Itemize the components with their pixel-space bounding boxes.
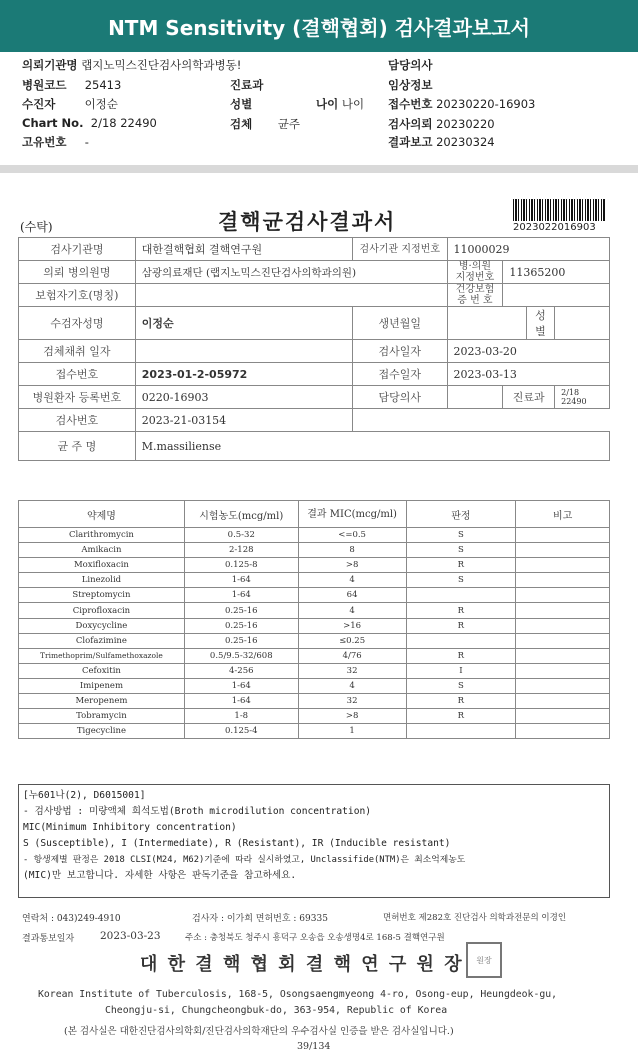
strain-label: 균 주 명 [19,432,136,461]
req-hospital-value: 삼광의료재단 (랩지노믹스진단검사의학과의원) [135,261,447,284]
drug-cell-note [516,663,610,678]
lab-code-value: 11000029 [447,238,610,261]
drug-cell-drug: Doxycycline [19,618,185,633]
health-ins-value [503,284,610,307]
drug-row [19,678,610,693]
drug-row [19,709,610,724]
header-drug: 약제명 [19,501,185,528]
drug-cell-judgment: R [406,603,516,618]
health-ins-label: 건강보험 증 번 호 [447,284,503,307]
drug-cell-conc: 0.5-32 [184,528,298,543]
footer-notice-label: 결과통보일자 [22,934,75,944]
info-specimen: 검체 균주 [230,117,301,131]
drug-cell-judgment: S [406,528,516,543]
lab-code-label: 검사기관 지정번호 [353,238,447,261]
doctor-label: 담당의사 [353,386,447,409]
drug-cell-note [516,724,610,739]
barcode-number: 2023022016903 [513,222,596,233]
drug-cell-conc: 1-64 [184,573,298,588]
patient-value: 이정순 [135,307,352,340]
footer-english-2: Cheongju-si, Chungcheongbuk-do, 363-954, Republic of Korea [105,1005,448,1016]
sex-value [555,307,610,340]
report-header-title: NTM Sensitivity (결핵협회) 검사결과보고서 [108,15,530,40]
test-date-label: 검사일자 [353,340,447,363]
hospital-code-label: 병·의원 지정번호 [447,261,503,284]
report-title: 결핵균검사결과서 [218,209,397,234]
req-hospital-label: 의뢰 병의원명 [19,261,136,284]
lab-value: 대한결핵협회 결핵연구원 [135,238,352,261]
drug-cell-mic: <=0.5 [298,528,406,543]
drug-row [19,633,610,648]
drug-row [19,543,610,558]
receipt-label: 접수번호 [19,363,136,386]
drug-cell-note [516,573,610,588]
drug-cell-note [516,528,610,543]
drug-row [19,558,610,573]
dept-value: 2/18 22490 [555,386,610,409]
info-clinical: 임상정보 [388,78,433,92]
drug-cell-mic: 64 [298,588,406,603]
drug-cell-drug: Clarithromycin [19,528,185,543]
info-sex: 성별 [230,97,253,111]
drug-cell-drug: Streptomycin [19,588,185,603]
drug-cell-drug: Clofazimine [19,633,185,648]
drug-cell-note [516,588,610,603]
info-unique-id: 고유번호 - [22,135,89,149]
info-institution: 의뢰기관명 랩지노믹스진단검사의학과병동! [22,58,242,72]
doctor-value [447,386,503,409]
report-info-table [18,237,610,461]
drug-row [19,663,610,678]
drug-cell-judgment: R [406,648,516,663]
collect-date-value [135,340,352,363]
reg-no-value: 0220-16903 [135,386,352,409]
drug-cell-note [516,603,610,618]
info-report-date: 결과보고 20230324 [388,135,495,149]
drug-cell-note [516,709,610,724]
official-seal: 원장 [466,942,502,978]
drug-cell-mic: 4 [298,603,406,618]
drug-cell-judgment: R [406,558,516,573]
insurer-value [135,284,447,307]
drug-row [19,603,610,618]
test-no-label: 검사번호 [19,409,136,432]
footer-page: 39/134 [297,1041,331,1052]
note-line: MIC(Minimum Inhibitory concentration) [23,822,237,833]
drug-cell-judgment: R [406,709,516,724]
drug-cell-mic: >8 [298,558,406,573]
patient-label: 수검자성명 [19,307,136,340]
notes-box [18,784,610,898]
drug-cell-mic: 8 [298,543,406,558]
footer-license: 면허번호 제282호 진단검사 의학과전문의 이경인 [383,913,567,923]
footer-address: 주소 : 충청북도 청주시 흥덕구 오송읍 오송생명4로 168-5 결핵연구원 [185,933,445,943]
drug-cell-judgment: R [406,618,516,633]
drug-cell-note [516,694,610,709]
drug-cell-note [516,648,610,663]
drug-row [19,588,610,603]
footer-certification: (본 검사실은 대한진단검사의학회/진단검사의학재단의 우수검사실 인증을 받은 검사실입니다.) [64,1026,454,1037]
header-mic: 결과 MIC(mcg/ml) [298,501,406,528]
footer-english-1: Korean Institute of Tuberculosis, 168-5, Osongsaengmyeong 4-ro, Osong-eup, Heungdeok-gu, [38,989,558,1000]
footer-examiner: 검사자 : 이가희 면허번호 : 69335 [192,914,328,924]
dob-value [447,307,526,340]
note-line: [누601나(2), D6015001] [23,790,146,801]
drug-table [18,500,610,739]
drug-cell-judgment: S [406,543,516,558]
section-divider [0,165,638,173]
drug-cell-judgment [406,588,516,603]
drug-cell-drug: Imipenem [19,678,185,693]
drug-cell-judgment [406,724,516,739]
drug-cell-mic: >8 [298,709,406,724]
collect-date-label: 검체채취 일자 [19,340,136,363]
drug-cell-judgment [406,633,516,648]
drug-cell-conc: 0.25-16 [184,603,298,618]
drug-cell-note [516,633,610,648]
drug-cell-note [516,678,610,693]
drug-cell-drug: Amikacin [19,543,185,558]
drug-row [19,618,610,633]
drug-cell-conc: 1-8 [184,709,298,724]
receipt-value: 2023-01-2-05972 [135,363,352,386]
drug-row [19,724,610,739]
drug-cell-mic: 32 [298,694,406,709]
drug-cell-conc: 2-128 [184,543,298,558]
header-conc: 시험농도(mcg/ml) [184,501,298,528]
drug-cell-mic: 4 [298,573,406,588]
note-line: - 항생제별 판정은 2018 CLSI(M24, M62)기준에 따라 실시하였고, Unclassifide(NTM)은 최소억제농도 [23,855,466,865]
hospital-code-value: 11365200 [503,261,610,284]
info-hospital-code: 병원코드 25413 [22,78,122,92]
drug-cell-drug: Tobramycin [19,709,185,724]
footer-notice-date: 2023-03-23 [100,930,161,942]
info-chart-no: Chart No. 2/18 22490 [22,116,157,130]
dob-label: 생년월일 [353,307,447,340]
drug-cell-mic: ≤0.25 [298,633,406,648]
drug-cell-drug: Meropenem [19,694,185,709]
footer-org-name: 대 한 결 핵 협 회 결 핵 연 구 원 장 [140,954,464,975]
reg-no-label: 병원환자 등록번호 [19,386,136,409]
sex-label: 성별 [526,307,554,340]
drug-cell-judgment: R [406,694,516,709]
note-line: S (Susceptible), I (Intermediate), R (Resistant), IR (Inducible resistant) [23,838,451,849]
receipt-date-label: 접수일자 [353,363,447,386]
drug-cell-drug: Trimethoprim/Sulfamethoxazole [19,648,185,663]
drug-cell-drug: Cefoxitin [19,663,185,678]
drug-cell-judgment: I [406,663,516,678]
drug-row [19,528,610,543]
drug-cell-drug: Tigecycline [19,724,185,739]
drug-cell-note [516,618,610,633]
dept-label: 진료과 [503,386,555,409]
drug-row [19,648,610,663]
drug-cell-drug: Linezolid [19,573,185,588]
info-collector: 수진자 이정순 [22,97,118,111]
drug-cell-drug: Moxifloxacin [19,558,185,573]
drug-cell-mic: 32 [298,663,406,678]
test-date-value: 2023-03-20 [447,340,610,363]
strain-value: M.massiliense [135,432,609,461]
drug-cell-conc: 1-64 [184,678,298,693]
drug-cell-conc: 0.125-4 [184,724,298,739]
report-header-band [0,0,638,52]
insurer-label: 보험자기호(명칭) [19,284,136,307]
drug-cell-drug: Ciprofloxacin [19,603,185,618]
drug-cell-conc: 0.125-8 [184,558,298,573]
drug-cell-conc: 0.25-16 [184,633,298,648]
info-request-date: 검사의뢰 20230220 [388,117,495,131]
drug-cell-conc: 4-256 [184,663,298,678]
drug-cell-conc: 0.25-16 [184,618,298,633]
info-doctor: 담당의사 [388,58,433,72]
drug-cell-note [516,543,610,558]
drug-cell-conc: 1-64 [184,588,298,603]
barcode [513,199,605,221]
drug-cell-judgment: S [406,678,516,693]
footer-contact: 연락처 : 043)249-4910 [22,914,121,924]
note-line: (MIC)만 보고합니다. 자세한 사항은 판독기준을 참고하세요. [23,870,297,881]
info-age: 나이 나이 [316,97,365,111]
header-note: 비고 [516,501,610,528]
drug-cell-note [516,558,610,573]
receipt-date-value: 2023-03-13 [447,363,610,386]
drug-cell-conc: 0.5/9.5-32/608 [184,648,298,663]
test-no-value: 2023-21-03154 [135,409,352,432]
drug-cell-mic: 1 [298,724,406,739]
drug-cell-judgment: S [406,573,516,588]
drug-row [19,573,610,588]
drug-cell-mic: >16 [298,618,406,633]
drug-row [19,694,610,709]
note-line: - 검사방법 : 미량액체 희석도법(Broth microdilution concentration) [23,806,372,817]
info-department: 진료과 [230,78,264,92]
header-judgment: 판정 [406,501,516,528]
receipt-mark: (수탁) [20,220,53,234]
drug-cell-mic: 4/76 [298,648,406,663]
drug-cell-conc: 1-64 [184,694,298,709]
lab-label: 검사기관명 [19,238,136,261]
drug-cell-mic: 4 [298,678,406,693]
info-receipt-no: 접수번호 20230220-16903 [388,97,536,111]
